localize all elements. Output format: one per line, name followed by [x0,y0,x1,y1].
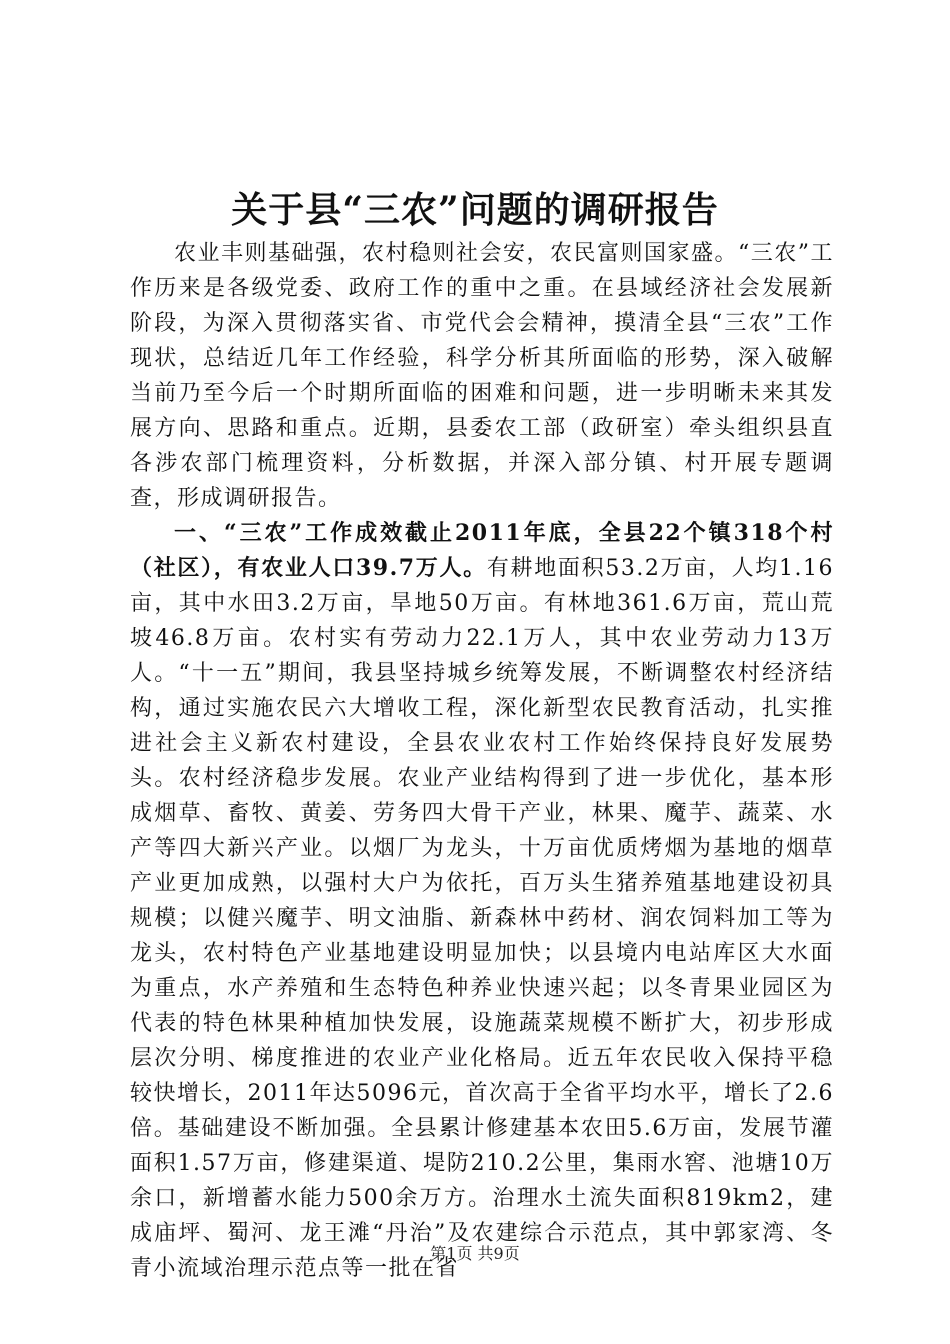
document-body [130,236,834,1286]
section-one-paragraph [130,516,834,1286]
section-one-text: 有耕地面积53.2万亩，人均1.16亩，其中水田3.2万亩，旱地50万亩。有林地361.6万亩，荒山荒坡46.8万亩。农村实有劳动力22.1万人，其中农业劳动力13万人。“十一五”期间，我县坚持城乡统筹发展，不断调整农村经济结构，通过实施农民六大增收工程，深化新型农民教育活动，扎实推进社会主义新农村建设，全县农业农村工作始终保持良好发展势头。农村经济稳步发展。农业产业结构得到了进一步优化，基本形成烟草、畜牧、黄姜、劳务四大骨干产业，林果、魔芋、蔬菜、水产等四大新兴产业。以烟厂为龙头，十万亩优质烤烟为基地的烟草产业更加成熟，以强村大户为依托，百万头生猪养殖基地建设初具规模；以健兴魔芋、明文油脂、新森林中药材、润农饲料加工等为龙头，农村特色产业基地建设明显加快；以县境内电站库区大水面为重点，水产养殖和生态特色种养业快速兴起；以冬青果业园区为代表的特色林果种植加快发展，设施蔬菜规模不断扩大，初步形成层次分明、梯度推进的农业产业化格局。近五年农民收入保持平稳较快增长，2011年达5096元，首次高于全省平均水平，增长了2.6倍。基础建设不断加强。全县累计修建基本农田5.6万亩，发展节灌面积1.57万亩，修建渠道、堤防210.2公里，集雨水窖、池塘10万余口，新增蓄水能力500余万方。治理水土流失面积819km2，建成庙坪、蜀河、龙王滩“丹治”及农建综合示范点，其中郭家湾、冬青小流域治理示范点等一批在省 [130,556,834,1281]
section-one-heading: 一、“三农”工作成效截止2011年底，全县22个镇318个村（社区），有农业人口39.7万人。 [130,520,834,581]
document-title: 关于县“三农”问题的调研报告 [231,189,719,231]
page-number: 第1页 共9页 [430,1244,520,1263]
intro-paragraph: 农业丰则基础强，农村稳则社会安，农民富则国家盛。“三农”工作历来是各级党委、政府工作的重中之重。在县域经济社会发展新阶段，为深入贯彻落实省、市党代会会精神，摸清全县“三农”工作现状，总结近几年工作经验，科学分析其所面临的形势，深入破解当前乃至今后一个时期所面临的困难和问题，进一步明晰未来其发展方向、思路和重点。近期，县委农工部（政研室）牵头组织县直各涉农部门梳理资料，分析数据，并深入部分镇、村开展专题调查，形成调研报告。 [130,241,834,511]
